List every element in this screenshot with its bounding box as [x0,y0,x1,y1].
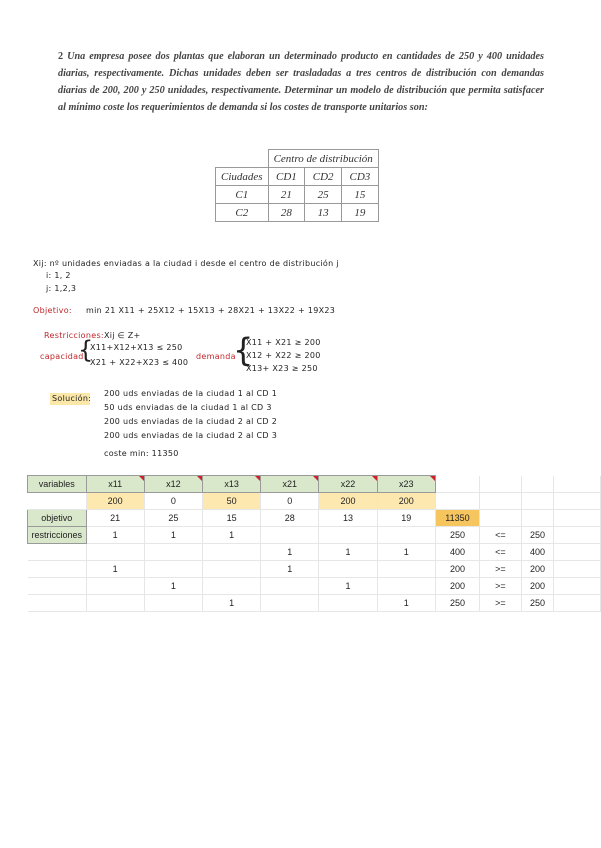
solution-line-3: 200 uds enviadas de la ciudad 2 al CD 2 [104,417,278,426]
restrictions-domain: Xij ∈ Z+ [104,331,141,340]
comment-marker-icon [372,476,377,481]
header-text: x22 [340,479,356,489]
cost-table-cell: 15 [342,186,379,204]
sheet-value-x13[interactable]: 50 [203,493,261,510]
sheet-header-variables[interactable]: variables [28,476,87,493]
cost-table-group-header: Centro de distribución [268,150,378,168]
cost-table-cell: 28 [268,204,305,222]
sheet-coeff[interactable] [86,544,144,561]
solution-label: Solución: [52,394,92,403]
sheet-cell[interactable] [435,493,479,510]
sheet-coeff[interactable]: 1 [261,544,319,561]
comment-marker-icon [197,476,202,481]
sheet-cell[interactable] [480,493,522,510]
objective-expression: min 21 X11 + 25X12 + 15X13 + 28X21 + 13X22 + 19X23 [86,306,336,315]
capacity-constraint-1: X11+X12+X13 ≤ 250 [90,343,183,352]
sheet-coeff[interactable]: 1 [377,595,435,612]
sheet-value-x11[interactable]: 200 [86,493,144,510]
objective-label: Objetivo: [33,306,72,315]
sheet-coeff[interactable]: 1 [144,578,202,595]
sheet-lhs[interactable]: 400 [435,544,479,561]
sheet-objective-coeff[interactable]: 28 [261,510,319,527]
sheet-coeff[interactable]: 1 [86,527,144,544]
cost-table-cell: 19 [342,204,379,222]
sheet-cell[interactable] [521,510,554,527]
demand-constraint-1: X11 + X21 ≥ 200 [246,338,321,347]
sheet-cell[interactable] [480,476,522,493]
sheet-cell[interactable] [554,493,601,510]
cost-table [215,149,379,222]
i-range: i: 1, 2 [46,271,71,280]
comment-marker-icon [255,476,260,481]
sheet-coeff[interactable] [377,578,435,595]
cost-table-cell: 13 [305,204,342,222]
sheet-constraint-row [28,527,601,544]
sheet-objective-coeff[interactable]: 15 [203,510,261,527]
sheet-op[interactable]: <= [480,544,522,561]
sheet-coeff[interactable] [86,578,144,595]
demand-brace: { [233,331,254,369]
sheet-coeff[interactable] [203,578,261,595]
sheet-coeff[interactable] [319,561,377,578]
header-text: x21 [282,479,298,489]
problem-statement [58,48,544,116]
sheet-coeff[interactable]: 1 [203,527,261,544]
sheet-op[interactable]: >= [480,561,522,578]
comment-marker-icon [139,476,144,481]
sheet-cell[interactable] [554,510,601,527]
capacity-constraint-2: X21 + X22+X23 ≤ 400 [90,358,189,367]
restrictions-label: Restricciones: [44,331,104,340]
sheet-header-x23[interactable] [377,476,435,493]
sheet-header-x11[interactable] [86,476,144,493]
sheet-value-x21[interactable]: 0 [261,493,319,510]
cost-table-row-label: C1 [216,186,269,204]
sheet-coeff[interactable] [261,595,319,612]
sheet-cell[interactable] [554,595,601,612]
demand-label: demanda [196,352,236,361]
cost-table-corner [216,150,269,168]
sheet-header-x12[interactable] [144,476,202,493]
cost-table-col: CD3 [342,168,379,186]
sheet-cell[interactable] [554,578,601,595]
sheet-constraint-row [28,544,601,561]
sheet-constraint-row [28,595,601,612]
sheet-cell[interactable] [554,544,601,561]
cost-table-cell: 21 [268,186,305,204]
sheet-op[interactable]: <= [480,527,522,544]
sheet-header-x13[interactable] [203,476,261,493]
sheet-values-row [28,493,601,510]
solution-line-1: 200 uds enviadas de la ciudad 1 al CD 1 [104,389,278,398]
sheet-coeff[interactable]: 1 [261,561,319,578]
sheet-cell[interactable] [435,476,479,493]
cost-table-cell: 25 [305,186,342,204]
sheet-rhs[interactable]: 200 [521,578,554,595]
sheet-objective-coeff[interactable]: 21 [86,510,144,527]
sheet-rhs[interactable]: 200 [521,561,554,578]
sheet-cell[interactable] [521,493,554,510]
sheet-op[interactable]: >= [480,578,522,595]
sheet-value-x12[interactable]: 0 [144,493,202,510]
sheet-cell[interactable] [554,561,601,578]
j-range: j: 1,2,3 [46,284,77,293]
sheet-header-x22[interactable] [319,476,377,493]
comment-marker-icon [313,476,318,481]
min-cost: coste min: 11350 [104,449,179,458]
sheet-lhs[interactable]: 200 [435,578,479,595]
sheet-objective-row [28,510,601,527]
header-text: x13 [224,479,239,489]
sheet-header-x21[interactable] [261,476,319,493]
sheet-objective-result[interactable]: 11350 [435,510,479,527]
sheet-cell[interactable] [28,493,87,510]
sheet-objective-coeff[interactable]: 13 [319,510,377,527]
sheet-lhs[interactable]: 250 [435,595,479,612]
sheet-coeff[interactable] [319,527,377,544]
sheet-objective-label[interactable]: objetivo [28,510,87,527]
sheet-restrictions-label[interactable]: restricciones [28,527,87,544]
sheet-value-x22[interactable]: 200 [319,493,377,510]
sheet-cell[interactable] [554,527,601,544]
cost-table-row-header: Ciudades [216,168,269,186]
solution-line-4: 200 uds enviadas de la ciudad 2 al CD 3 [104,431,278,440]
sheet-coeff[interactable] [144,561,202,578]
sheet-constraint-row [28,561,601,578]
comment-marker-icon [430,476,435,481]
sheet-coeff[interactable]: 1 [319,578,377,595]
header-text: x12 [166,479,181,489]
sheet-cell[interactable] [554,476,601,493]
sheet-op[interactable]: >= [480,595,522,612]
sheet-rhs[interactable]: 400 [521,544,554,561]
sheet-coeff[interactable] [203,561,261,578]
sheet-cell[interactable] [28,561,87,578]
sheet-cell[interactable] [28,544,87,561]
cost-table-col: CD1 [268,168,305,186]
sheet-constraint-row [28,578,601,595]
sheet-coeff[interactable]: 1 [319,544,377,561]
sheet-coeff[interactable] [86,595,144,612]
sheet-rhs[interactable]: 250 [521,527,554,544]
demand-constraint-2: X12 + X22 ≥ 200 [246,351,321,360]
sheet-cell[interactable] [28,578,87,595]
header-text: x23 [399,479,414,489]
sheet-coeff[interactable] [377,527,435,544]
sheet-header-row [28,476,601,493]
sheet-coeff[interactable] [261,578,319,595]
header-text: x11 [108,479,123,489]
sheet-cell[interactable] [521,476,554,493]
capacity-label: capacidad [40,352,84,361]
problem-number: 2 [58,51,64,62]
solver-sheet [27,475,601,612]
sheet-coeff[interactable] [203,544,261,561]
sheet-coeff[interactable]: 1 [377,544,435,561]
sheet-coeff[interactable]: 1 [144,527,202,544]
sheet-lhs[interactable]: 250 [435,527,479,544]
sheet-lhs[interactable]: 200 [435,561,479,578]
sheet-objective-coeff[interactable]: 19 [377,510,435,527]
sheet-coeff[interactable] [319,595,377,612]
sheet-coeff[interactable] [377,561,435,578]
sheet-cell[interactable] [480,510,522,527]
sheet-objective-coeff[interactable]: 25 [144,510,202,527]
sheet-coeff[interactable]: 1 [203,595,261,612]
sheet-coeff[interactable] [144,595,202,612]
sheet-coeff[interactable] [261,527,319,544]
solution-line-2: 50 uds enviadas de la ciudad 1 al CD 3 [104,403,272,412]
sheet-rhs[interactable]: 250 [521,595,554,612]
cost-table-row-label: C2 [216,204,269,222]
problem-text: Una empresa posee dos plantas que elaboran un determinado producto en cantidades de 250 y 400 unidades diarias, respectivamente. Dichas unidades deben ser trasladadas a tres centros de distribución con demandas diarias de 200, 200 y 250 unidades, respectivamente. Determinar un modelo de distribución que permita satisfacer al mínimo coste los requerimientos de demanda si los costes de transporte unitarios son: [58,51,544,113]
var-definition: Xij: nº unidades enviadas a la ciudad i desde el centro de distribución j [33,259,339,268]
demand-constraint-3: X13+ X23 ≥ 250 [246,364,318,373]
sheet-coeff[interactable] [144,544,202,561]
capacity-brace: { [78,336,94,364]
cost-table-col: CD2 [305,168,342,186]
sheet-value-x23[interactable]: 200 [377,493,435,510]
sheet-coeff[interactable]: 1 [86,561,144,578]
sheet-cell[interactable] [28,595,87,612]
